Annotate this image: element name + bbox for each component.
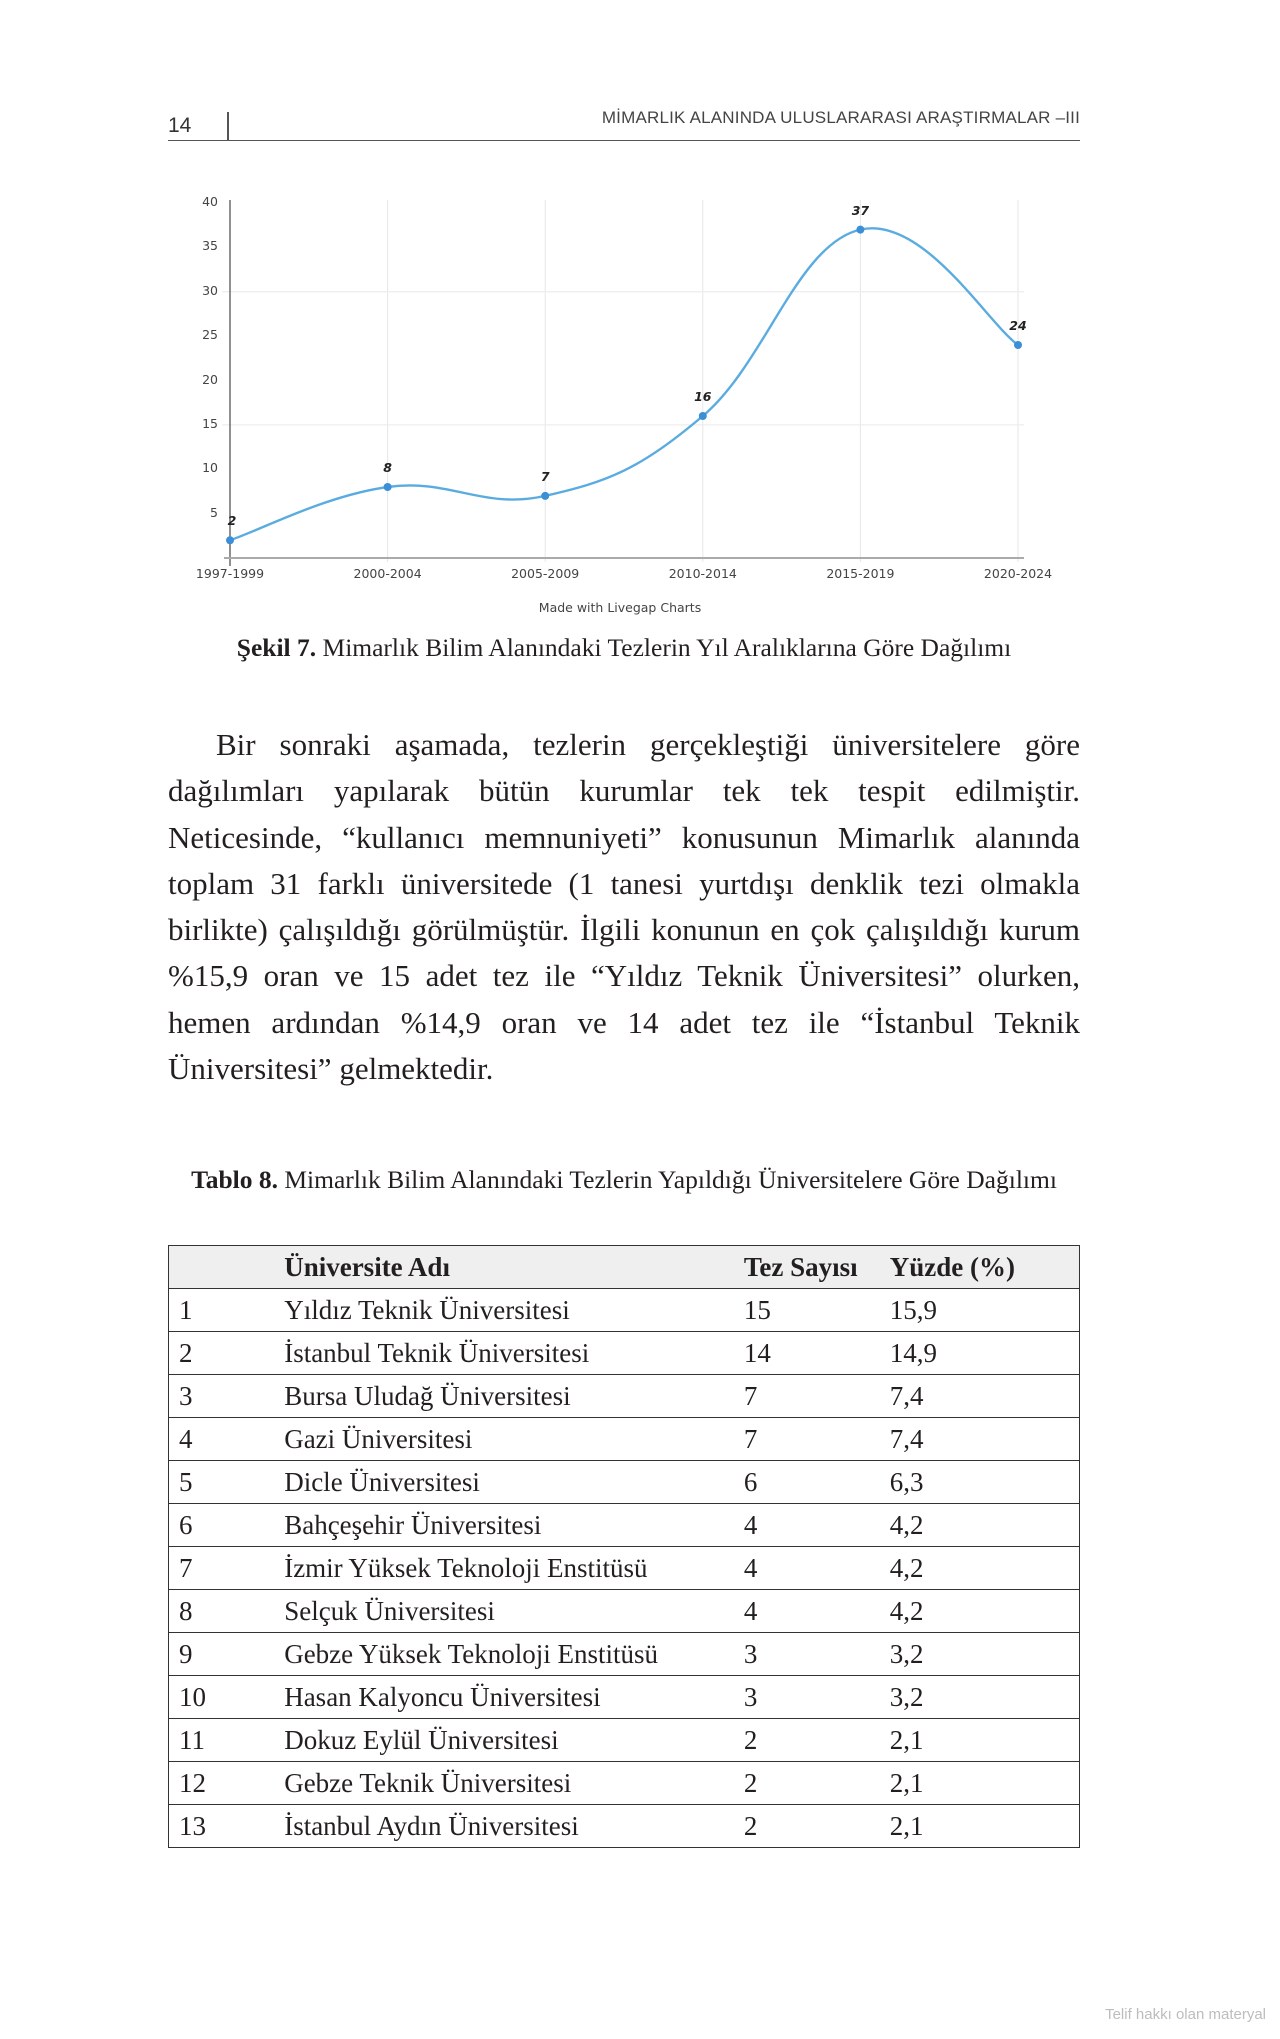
data-value-label: 8 — [383, 460, 392, 475]
row-index: 2 — [169, 1332, 275, 1375]
chart-plot-area — [180, 190, 1060, 620]
data-value-label: 24 — [1009, 318, 1027, 333]
university-name: Hasan Kalyoncu Üniversitesi — [274, 1676, 734, 1719]
row-index: 1 — [169, 1289, 275, 1332]
thesis-count: 4 — [734, 1504, 886, 1547]
thesis-count: 15 — [734, 1289, 886, 1332]
table-row — [169, 1332, 1080, 1375]
percentage: 4,2 — [886, 1547, 1080, 1590]
table-caption-text: Mimarlık Bilim Alanındaki Tezlerin Yapıldığı Üniversitelere Göre Dağılımı — [278, 1165, 1057, 1194]
data-value-label: 7 — [540, 468, 550, 484]
university-name: Dicle Üniversitesi — [274, 1461, 734, 1504]
row-index: 8 — [169, 1590, 275, 1633]
header-rule — [168, 140, 1080, 142]
table-caption — [168, 1164, 1080, 1196]
x-tick-label: 2005-2009 — [511, 566, 580, 581]
data-point — [856, 226, 864, 234]
thesis-count: 2 — [734, 1762, 886, 1805]
percentage: 2,1 — [886, 1719, 1080, 1762]
percentage: 4,2 — [886, 1590, 1080, 1633]
data-point — [226, 536, 234, 544]
thesis-count: 3 — [734, 1633, 886, 1676]
table-row — [169, 1719, 1080, 1762]
university-name: Gazi Üniversitesi — [274, 1418, 734, 1461]
thesis-count: 3 — [734, 1676, 886, 1719]
percentage: 7,4 — [886, 1375, 1080, 1418]
row-index: 7 — [169, 1547, 275, 1590]
table-row — [169, 1805, 1080, 1848]
thesis-count: 14 — [734, 1332, 886, 1375]
page-number: 14 — [168, 114, 192, 137]
x-tick-label: 1997-1999 — [195, 566, 265, 581]
table-row — [169, 1590, 1080, 1633]
table-row — [169, 1504, 1080, 1547]
thesis-count: 4 — [734, 1590, 886, 1633]
university-name: Bahçeşehir Üniversitesi — [274, 1504, 734, 1547]
x-tick-label: 2010-2014 — [668, 566, 737, 581]
table-row — [169, 1289, 1080, 1332]
data-point — [541, 492, 549, 500]
figure-caption-text: Mimarlık Bilim Alanındaki Tezlerin Yıl Aralıklarına Göre Dağılımı — [316, 633, 1012, 662]
data-value-label: 37 — [851, 202, 870, 218]
university-table — [168, 1245, 1080, 1848]
chart-credit: Made with Livegap Charts — [538, 600, 702, 615]
percentage: 14,9 — [886, 1332, 1080, 1375]
table-row — [169, 1762, 1080, 1805]
y-tick-label: 5 — [210, 504, 218, 520]
y-tick-label: 10 — [202, 460, 218, 476]
percentage: 15,9 — [886, 1289, 1080, 1332]
university-name: Gebze Yüksek Teknoloji Enstitüsü — [274, 1633, 734, 1676]
thesis-count: 7 — [734, 1418, 886, 1461]
figure-caption-label: Şekil 7. — [236, 633, 317, 662]
book-title: MİMARLIK ALANINDA ULUSLARARASI ARAŞTIRMALAR –III — [601, 108, 1080, 127]
row-index: 13 — [169, 1805, 275, 1848]
header-index — [169, 1246, 275, 1289]
header-university: Üniversite Adı — [274, 1246, 734, 1289]
y-tick-label: 20 — [202, 371, 218, 387]
table-row — [169, 1676, 1080, 1719]
table-header-row — [169, 1246, 1080, 1289]
x-tick-label: 2000-2004 — [353, 566, 422, 581]
body-paragraph: Bir sonraki aşamada, tezlerin gerçekleştiği üniversitelere göre dağılımları yapılarak bütün kurumlar tek tek tespit edilmiştir. Neticesinde, “kullanıcı memnuniyeti” konusunun Mimarlık alanında toplam 31 farklı üniversitede (1 tanesi yurtdışı denklik tezi olmakla birlikte) çalışıldığı görülmüştür. İlgili konunun en çok çalışıldığı kurum %15,9 oran ve 15 adet tez ile “Yıldız Teknik Üniversitesi” olurken, hemen ardından %14,9 oran ve 14 adet tez ile “İstanbul Teknik Üniversitesi” gelmektedir. — [168, 727, 1080, 1087]
row-index: 10 — [169, 1676, 275, 1719]
table-caption-label: Tablo 8. — [191, 1165, 278, 1194]
table-row — [169, 1461, 1080, 1504]
percentage: 3,2 — [886, 1633, 1080, 1676]
thesis-count: 2 — [734, 1805, 886, 1848]
y-tick-label: 25 — [202, 327, 218, 343]
y-tick-label: 15 — [202, 415, 218, 431]
header-separator — [227, 112, 229, 141]
percentage: 2,1 — [886, 1762, 1080, 1805]
university-name: İstanbul Aydın Üniversitesi — [274, 1805, 734, 1848]
line-chart — [180, 190, 1060, 620]
row-index: 6 — [169, 1504, 275, 1547]
table-row — [169, 1375, 1080, 1418]
university-name: Bursa Uludağ Üniversitesi — [274, 1375, 734, 1418]
university-name: Gebze Teknik Üniversitesi — [274, 1762, 734, 1805]
row-index: 12 — [169, 1762, 275, 1805]
figure-caption — [168, 632, 1080, 664]
university-name: Yıldız Teknik Üniversitesi — [274, 1289, 734, 1332]
university-name: Dokuz Eylül Üniversitesi — [274, 1719, 734, 1762]
data-point — [699, 412, 707, 420]
percentage: 4,2 — [886, 1504, 1080, 1547]
university-name: İstanbul Teknik Üniversitesi — [274, 1332, 734, 1375]
y-tick-label: 35 — [202, 238, 218, 254]
row-index: 5 — [169, 1461, 275, 1504]
copyright-watermark: Telif hakkı olan materyal — [1105, 2006, 1266, 2023]
table-row — [169, 1547, 1080, 1590]
y-tick-label: 40 — [202, 194, 218, 209]
thesis-count: 2 — [734, 1719, 886, 1762]
header-percentage: Yüzde (%) — [886, 1246, 1080, 1289]
row-index: 11 — [169, 1719, 275, 1762]
row-index: 9 — [169, 1633, 275, 1676]
data-point — [1014, 341, 1022, 349]
percentage: 6,3 — [886, 1461, 1080, 1504]
data-point — [384, 483, 392, 491]
x-tick-label: 2015-2019 — [826, 566, 895, 581]
thesis-count: 4 — [734, 1547, 886, 1590]
header-thesis-count: Tez Sayısı — [734, 1246, 886, 1289]
data-value-label: 2 — [227, 513, 237, 529]
percentage: 3,2 — [886, 1676, 1080, 1719]
data-value-label: 16 — [694, 389, 712, 404]
percentage: 2,1 — [886, 1805, 1080, 1848]
table-row — [169, 1633, 1080, 1676]
row-index: 4 — [169, 1418, 275, 1461]
percentage: 7,4 — [886, 1418, 1080, 1461]
thesis-count: 7 — [734, 1375, 886, 1418]
running-head — [168, 100, 1080, 141]
x-tick-label: 2020-2024 — [983, 566, 1053, 581]
university-name: İzmir Yüksek Teknoloji Enstitüsü — [274, 1547, 734, 1590]
row-index: 3 — [169, 1375, 275, 1418]
table-row — [169, 1418, 1080, 1461]
thesis-count: 6 — [734, 1461, 886, 1504]
y-tick-label: 30 — [202, 282, 218, 298]
data-line — [230, 228, 1018, 540]
university-name: Selçuk Üniversitesi — [274, 1590, 734, 1633]
